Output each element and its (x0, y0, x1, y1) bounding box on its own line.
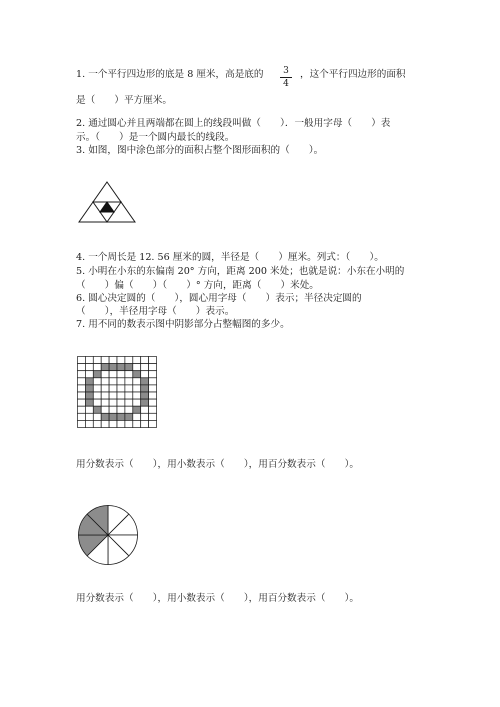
grid-cell (78, 371, 86, 378)
grid-cell (85, 413, 93, 420)
grid-cell (78, 357, 86, 364)
grid-cell-shaded (133, 406, 141, 413)
grid-cell (78, 413, 86, 420)
grid-cell (85, 371, 93, 378)
grid-cell (101, 399, 109, 406)
fraction-denominator: 4 (283, 79, 289, 89)
grid-cell (125, 420, 133, 427)
grid-cell (93, 399, 101, 406)
grid-cell (149, 406, 157, 413)
grid-cell (93, 357, 101, 364)
grid-cell (125, 385, 133, 392)
q7-answer-line1: 用分数表示（ ），用小数表示（ ），用百分数表示（ ）。 (76, 459, 360, 470)
fraction-numerator: 3 (283, 66, 289, 76)
grid-cell (109, 399, 117, 406)
grid-cell (85, 420, 93, 427)
q1-line1 (76, 69, 264, 81)
grid-cell (78, 378, 86, 385)
grid-cell-shaded (85, 392, 93, 399)
q6-line2: （ ），半径用字母（ ）表示。 (76, 306, 235, 317)
grid-cell (101, 371, 109, 378)
grid-cell-shaded (141, 385, 149, 392)
grid-cell-shaded (141, 392, 149, 399)
grid-cell (141, 364, 149, 371)
grid-cell (109, 357, 117, 364)
grid-cell (149, 399, 157, 406)
q3-line1: 3. 如图，图中涂色部分的面积占整个图形面积的（ ）。 (76, 145, 324, 156)
grid-cell (101, 378, 109, 385)
grid-cell (133, 364, 141, 371)
q7-line1: 7. 用不同的数表示图中阴影部分占整幅图的多少。 (76, 319, 290, 330)
q1-text-a: 1. 一个平行四边形的底是 8 厘米，高是底的 (76, 69, 264, 80)
grid-cell-shaded (85, 378, 93, 385)
grid-cell (93, 413, 101, 420)
q5-line2: （ ）偏（ ）（ ）° 方向，距离（ ）米处。 (76, 280, 319, 291)
grid-cell (117, 371, 125, 378)
grid-cell (133, 378, 141, 385)
shaded-circle-figure (77, 504, 139, 566)
grid-cell (109, 371, 117, 378)
grid-cell (149, 371, 157, 378)
grid-cell-shaded (85, 399, 93, 406)
grid-cell (117, 357, 125, 364)
grid-cell (78, 364, 86, 371)
grid-cell (117, 399, 125, 406)
grid-cell (93, 420, 101, 427)
grid-cell (133, 399, 141, 406)
grid-cell (109, 378, 117, 385)
grid-cell (101, 385, 109, 392)
grid-cell-shaded (117, 413, 125, 420)
grid-cell (93, 378, 101, 385)
q4-line1: 4. 一个周长是 12. 56 厘米的圆，半径是（ ）厘米。列式：（ ）。 (76, 252, 384, 263)
grid-cell-shaded (93, 371, 101, 378)
grid-cell-shaded (101, 413, 109, 420)
grid-cell (85, 364, 93, 371)
grid-cell (133, 413, 141, 420)
grid-cell (125, 371, 133, 378)
grid-cell (78, 406, 86, 413)
grid-cell (125, 357, 133, 364)
grid-cell-shaded (133, 371, 141, 378)
q1-line2: 是（ ）平方厘米。 (76, 95, 172, 106)
grid-cell (133, 392, 141, 399)
grid-cell (149, 385, 157, 392)
grid-cell (133, 420, 141, 427)
grid-cell (78, 420, 86, 427)
grid-cell (117, 392, 125, 399)
grid-cell (109, 420, 117, 427)
grid-cell (93, 392, 101, 399)
grid-cell (85, 406, 93, 413)
grid-cell-shaded (141, 378, 149, 385)
grid-cell (93, 385, 101, 392)
grid-cell-shaded (93, 406, 101, 413)
grid-cell (141, 357, 149, 364)
fraction-bar (280, 77, 292, 78)
grid-cell (117, 420, 125, 427)
grid-cell-shaded (109, 413, 117, 420)
q5-line1: 5. 小明在小东的东偏南 20° 方向，距离 200 米处；也就是说：小东在小明的 (76, 266, 405, 277)
grid-cell (117, 385, 125, 392)
grid-cell (141, 406, 149, 413)
grid-cell (133, 385, 141, 392)
grid-cell (109, 406, 117, 413)
grid-cell-shaded (125, 364, 133, 371)
grid-cell (149, 364, 157, 371)
shaded-grid-figure (77, 356, 157, 428)
grid-cell (149, 392, 157, 399)
grid-cell (109, 392, 117, 399)
grid-cell (101, 357, 109, 364)
grid-cell (149, 413, 157, 420)
grid-cell-shaded (141, 399, 149, 406)
grid-cell (149, 357, 157, 364)
grid-cell (125, 399, 133, 406)
fraction-three-quarters (280, 66, 292, 89)
grid-cell (109, 385, 117, 392)
grid-cell-shaded (109, 364, 117, 371)
grid-cell (149, 378, 157, 385)
grid-cell (78, 385, 86, 392)
grid-cell (141, 420, 149, 427)
q6-line1: 6. 圆心决定圆的（ ），圆心用字母（ ）表示；半径决定圆的 (76, 293, 362, 304)
grid-cell (117, 406, 125, 413)
grid-cell (149, 420, 157, 427)
grid-cell (93, 364, 101, 371)
grid-cell (78, 399, 86, 406)
grid-cell-shaded (101, 364, 109, 371)
grid-cell (125, 406, 133, 413)
grid-cell (133, 357, 141, 364)
q7-answer-line2: 用分数表示（ ），用小数表示（ ），用百分数表示（ ）。 (76, 593, 360, 604)
grid-cell (125, 392, 133, 399)
grid-cell (85, 357, 93, 364)
grid-cell (117, 378, 125, 385)
grid-cell (125, 378, 133, 385)
grid-cell-shaded (125, 413, 133, 420)
grid-cell (141, 413, 149, 420)
triangle-figure (76, 180, 138, 224)
grid-cell-shaded (117, 364, 125, 371)
q1-line1-tail: ，这个平行四边形的面积 (300, 69, 406, 80)
grid-cell-shaded (85, 385, 93, 392)
grid-cell (141, 371, 149, 378)
grid-cell (101, 406, 109, 413)
grid-cell (101, 392, 109, 399)
q2-line1: 2. 通过圆心并且两端都在圆上的线段叫做（ ）．一般用字母（ ）表 (76, 118, 391, 129)
grid-cell (101, 420, 109, 427)
grid-cell (78, 392, 86, 399)
q2-line2: 示。（ ）是一个圆内最长的线段。 (76, 132, 235, 143)
